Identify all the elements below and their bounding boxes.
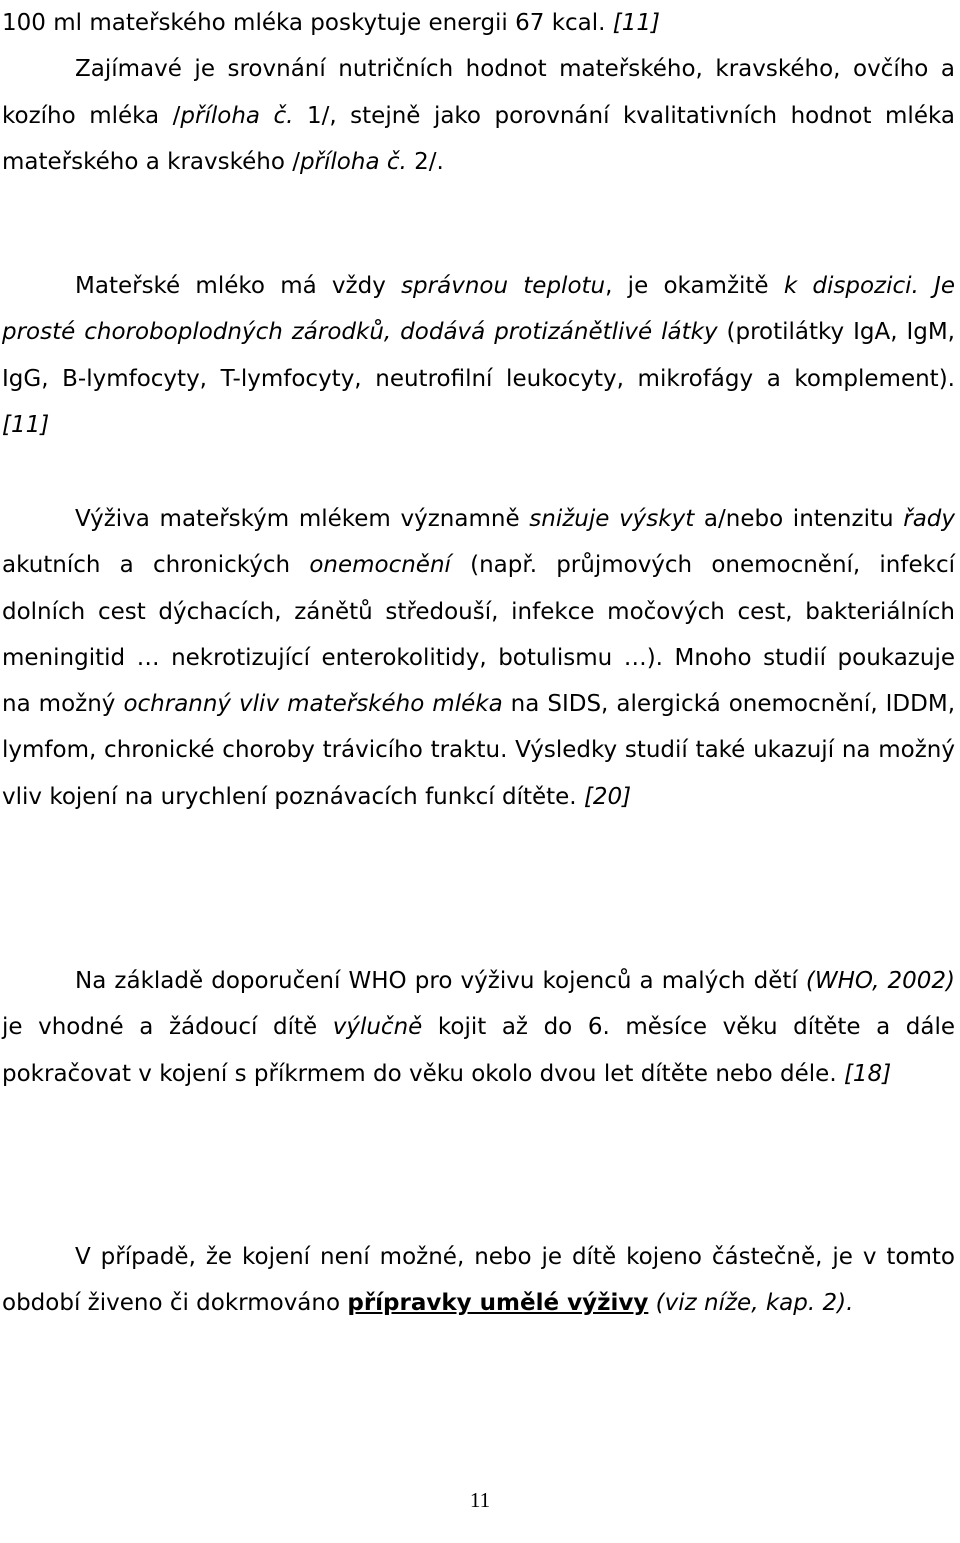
paragraph-text: je vhodné a žádoucí dítě [2,1014,333,1041]
emphasis-text: správnou teplotu [401,273,606,299]
appendix-reference: příloha č. [180,102,294,129]
emphasis-text: ochranný vliv mateřského mléka [123,691,503,718]
citation: (WHO, 2002) [805,968,956,994]
paragraph-who-recommendation [2,958,955,1097]
paragraph-text: a/nebo intenzitu [694,506,904,532]
emphasis-text: onemocnění [309,552,451,579]
appendix-reference: příloha č. [299,148,407,175]
citation: [18] [843,1060,892,1087]
citation: [20] [583,783,632,810]
emphasis-text: snižuje výskyt [529,506,695,532]
paragraph-text: Mateřské mléko má vždy [75,273,402,299]
paragraph-text: (protilátky IgA, IgM, IgG, B-lymfocyty, T-lymfocyty, neutrofilní leukocyty, mikrofágy a komplement). [2,319,955,392]
cross-reference: (viz níže, kap. 2). [655,1290,854,1317]
paragraph-text: 2/. [406,148,444,175]
emphasis-text: výlučně [332,1014,423,1041]
paragraph-breast-milk-properties [2,263,955,448]
paragraph-text: 1/, stejně jako porovnání kvalitativních hodnot mléka mateřského a kravského / [2,102,955,175]
paragraph-health-benefits [2,496,955,820]
paragraph-text: Výživa mateřským mlékem významně [75,506,530,532]
paragraph-text: V případě, že kojení není možné, nebo je dítě kojeno částečně, je v tomto období živeno či dokrmováno [2,1244,955,1317]
citation: [11] [612,10,660,36]
paragraph-text: , je okamžitě [605,273,784,299]
emphasis-text: řady [903,506,955,532]
citation: [11] [2,411,50,438]
paragraph-text: kojit až do 6. měsíce věku dítěte a dále pokračovat v kojení s příkrmem do věku okolo dvou let dítěte nebo déle. [2,1014,955,1087]
emphasis-text: k dispozici. Je prosté choroboplodných zárodků, dodává protizánětlivé látky [2,273,955,346]
page-number: 11 [469,1488,491,1512]
paragraph-text: Na základě doporučení WHO pro výživu kojenců a malých dětí [75,968,806,994]
paragraph-text: 100 ml mateřského mléka poskytuje energii 67 kcal. [2,10,613,36]
paragraph-text: na SIDS, alergická onemocnění, IDDM, lymfom, chronické choroby trávicího traktu. Výsledky studií také ukazují na možný vliv kojení na urychlení poznávacích funkcí dítěte. [2,691,956,810]
paragraph-formula-feeding [2,1234,955,1327]
paragraph-text: Zajímavé je srovnání nutričních hodnot mateřského, kravského, ovčího a kozího mléka / [2,56,955,129]
key-term: přípravky umělé výživy [347,1290,649,1317]
paragraph-text [648,1290,655,1316]
paragraph-nutrition-comparison [2,0,955,185]
paragraph-text: (např. průjmových onemocnění, infekcí dolních cest dýchacích, zánětů středouší, infekce močových cest, bakteriálních meningitid … nekrotizující enterokolitidy, botulismu …). Mnoho studií poukazuje na možný [2,552,955,718]
paragraph-text: akutních a chronických [2,552,310,579]
